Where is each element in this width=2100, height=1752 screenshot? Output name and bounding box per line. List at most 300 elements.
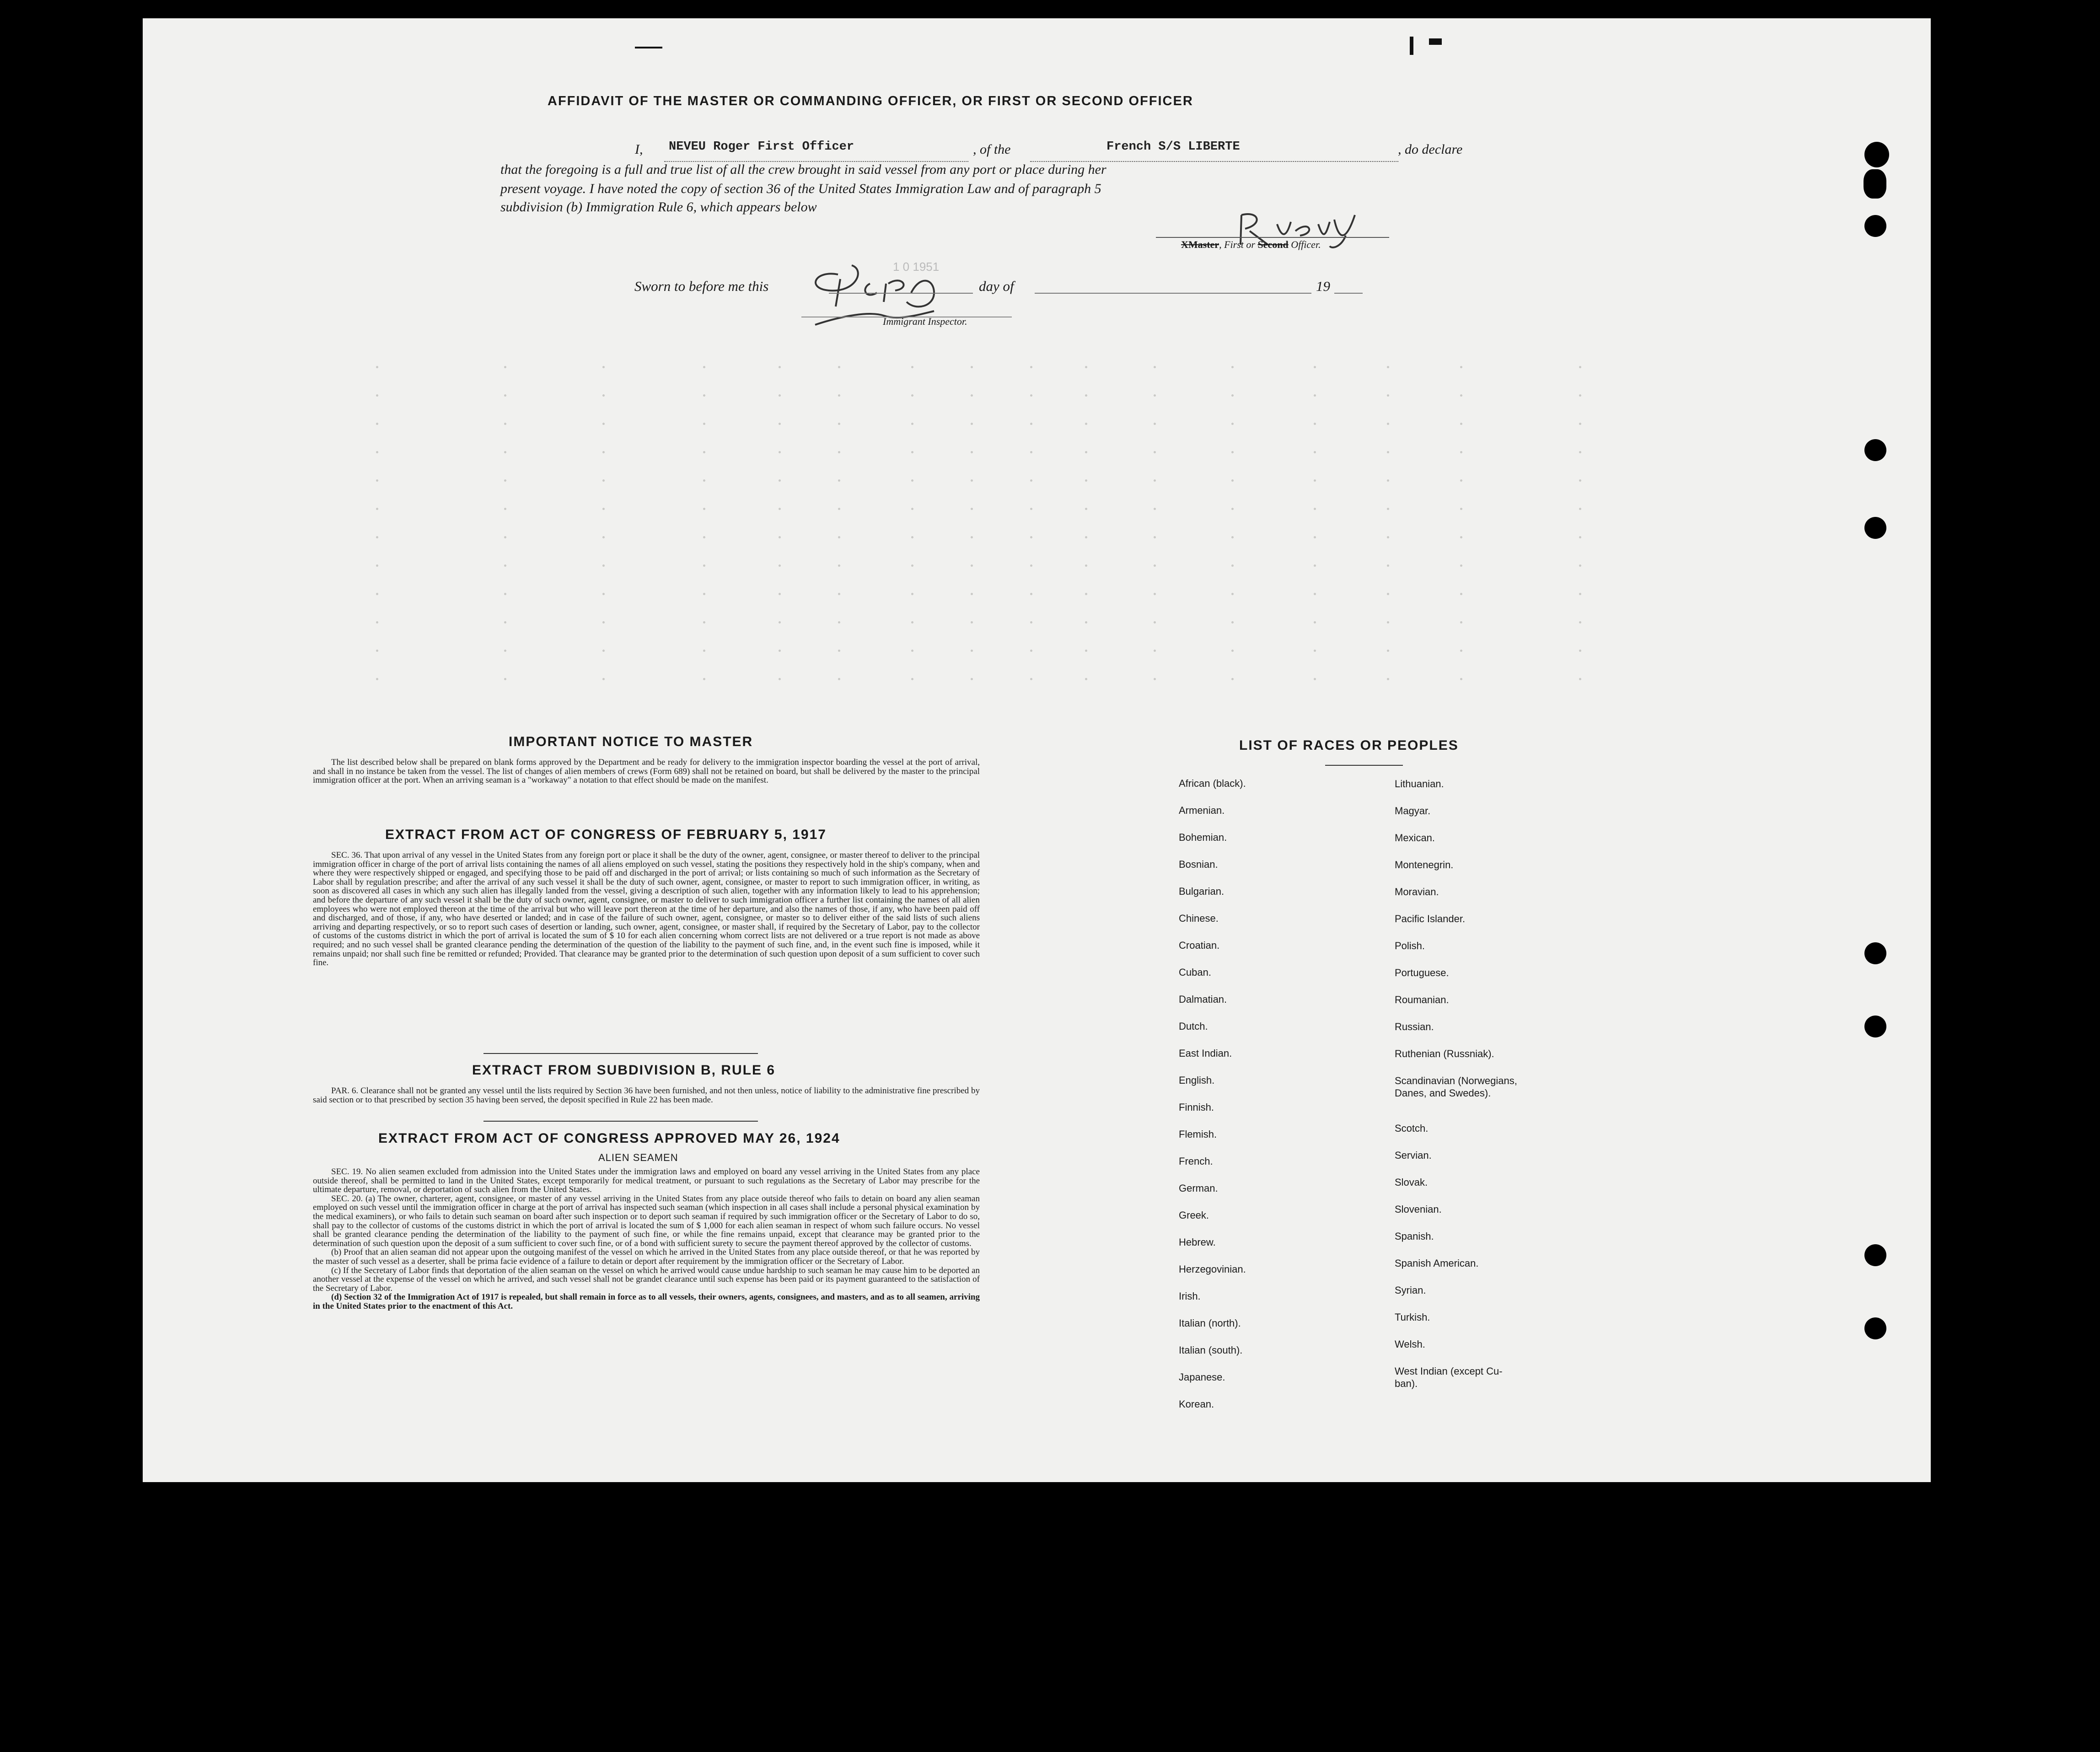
ruling-dot: [703, 536, 705, 538]
races-title-rule: [1325, 765, 1403, 766]
ruling-dot: [1085, 621, 1087, 623]
ruling-dot: [779, 678, 781, 680]
ruling-dot: [1154, 479, 1156, 482]
race-item: Roumanian.: [1395, 994, 1449, 1005]
race-item: Bohemian.: [1179, 832, 1227, 843]
ruling-dot: [1231, 394, 1234, 397]
ruling-dot: [971, 593, 973, 595]
ruling-dot: [602, 508, 605, 510]
ruling-dot: [1085, 394, 1087, 397]
ruling-dot: [1030, 593, 1032, 595]
ruling-dot: [779, 451, 781, 453]
ruling-dot: [504, 650, 506, 652]
ruling-dot: [1460, 479, 1462, 482]
ruling-dot: [703, 564, 705, 567]
ruling-dot: [1579, 451, 1581, 453]
ruling-dot: [1387, 564, 1389, 567]
race-item: Dalmatian.: [1179, 994, 1227, 1005]
race-item: Lithuanian.: [1395, 778, 1444, 790]
ruling-dot: [1314, 423, 1316, 425]
race-item: Welsh.: [1395, 1338, 1425, 1350]
race-item: West Indian (except Cu- ban).: [1395, 1365, 1503, 1389]
ruling-dot: [376, 423, 378, 425]
ruling-dot: [602, 678, 605, 680]
race-item: Spanish American.: [1395, 1258, 1479, 1269]
extract-1924-title: EXTRACT FROM ACT OF CONGRESS APPROVED MAY 26, 1924: [378, 1131, 840, 1146]
ruling-dot: [1154, 621, 1156, 623]
race-item: German.: [1179, 1182, 1218, 1194]
ruling-dot: [1030, 394, 1032, 397]
ruling-dot: [1085, 366, 1087, 368]
race-item: Montenegrin.: [1395, 859, 1454, 871]
ruling-dot: [838, 650, 840, 652]
race-item: Moravian.: [1395, 886, 1439, 897]
punch-hole: [1864, 1244, 1886, 1266]
ruling-dot: [911, 479, 913, 482]
ruling-dot: [1231, 650, 1234, 652]
ruling-dot: [504, 678, 506, 680]
punch-hole: [1864, 517, 1886, 539]
i-label: I,: [635, 142, 643, 157]
ruling-dot: [703, 366, 705, 368]
race-item: Armenian.: [1179, 805, 1225, 816]
extract-1924-body: [313, 1167, 980, 1311]
ruling-dot: [1231, 621, 1234, 623]
ruling-dot: [1579, 593, 1581, 595]
divider: [483, 1121, 758, 1122]
ruling-dot: [1579, 650, 1581, 652]
sec19-label: SEC. 19.: [331, 1167, 363, 1177]
race-item: Hebrew.: [1179, 1236, 1216, 1248]
race-item: Greek.: [1179, 1209, 1209, 1221]
ruling-dot: [971, 650, 973, 652]
race-item: Japanese.: [1179, 1371, 1225, 1383]
ruling-dot: [911, 564, 913, 567]
ruling-dot: [971, 394, 973, 397]
ruling-dot: [1030, 451, 1032, 453]
ruling-dot: [1085, 423, 1087, 425]
ruling-dot: [911, 423, 913, 425]
ruling-dot: [1460, 508, 1462, 510]
of-the-label: , of the: [973, 142, 1011, 157]
affidavit-line1: [491, 142, 1498, 160]
ruling-dot: [1085, 593, 1087, 595]
vessel-name: French S/S LIBERTE: [1106, 140, 1240, 154]
ruling-dot: [1154, 536, 1156, 538]
ruling-dot: [1460, 650, 1462, 652]
par6-label: PAR. 6.: [331, 1086, 359, 1096]
ruling-dot: [1387, 394, 1389, 397]
sec20-label: SEC. 20.: [331, 1193, 363, 1204]
ruling-dot: [376, 536, 378, 538]
punch-hole: [1864, 142, 1889, 167]
ruling-dot: [1460, 423, 1462, 425]
races-title: LIST OF RACES OR PEOPLES: [1239, 738, 1459, 753]
scan-mark: [1429, 38, 1442, 45]
ruling-dot: [1387, 366, 1389, 368]
ruling-dot: [504, 394, 506, 397]
par6-paragraph: [313, 1086, 980, 1104]
ruling-dot: [1231, 423, 1234, 425]
sec19-paragraph: [313, 1167, 980, 1194]
ruling-dot: [602, 650, 605, 652]
ruling-dot: [504, 451, 506, 453]
sec20-text: (a) The owner, charterer, agent, consignee, or master of any vessel arriving in the United States from any place outside thereof who fails to detain on board any alien seaman employed on such vessel until the immigration officer in charge at the port of arrival has inspected such seaman (which inspection in all cases shall include a personal physical examination by the medical examiners), or who fails to detain such seaman on board after such inspection or to deport such seaman if required by such immigration officer or the Secretary of Labor to do so, shall pay to the collector of customs of the customs district in which the port of arrival is located the sum of $ 1,000 for each alien seaman in respect of whom such failure occurs. No vessel shall be granted clearance pending the determination of the liability to the payment of such fine, or while the fine remains unpaid, except that clearance may be granted prior to the determination of such question upon the deposit of a sum sufficient to cover such fine, or of a bond with sufficient surety to secure the payment thereof approved by the collector of customs.: [313, 1193, 980, 1248]
punch-hole: [1864, 1016, 1886, 1037]
ruling-dot: [1387, 593, 1389, 595]
ruling-dot: [376, 621, 378, 623]
ruling-dot: [1579, 508, 1581, 510]
race-item: French.: [1179, 1155, 1213, 1167]
ruling-dot: [1579, 423, 1581, 425]
race-item: Bulgarian.: [1179, 886, 1225, 897]
race-item: African (black).: [1179, 778, 1246, 789]
race-item: Dutch.: [1179, 1021, 1208, 1032]
ruling-dot: [1460, 536, 1462, 538]
race-item: Turkish.: [1395, 1311, 1430, 1323]
affidavit-line2: that the foregoing is a full and true list of all the crew brought in said vessel from any port or place during her: [500, 162, 1106, 177]
ruling-dot: [1231, 678, 1234, 680]
ruling-dot: [971, 451, 973, 453]
ruling-dot: [504, 593, 506, 595]
ruling-dot: [703, 508, 705, 510]
ruling-dot: [1387, 536, 1389, 538]
ruling-dot: [1387, 678, 1389, 680]
year-prefix: 19: [1316, 278, 1330, 294]
extract-1917-body: [313, 851, 980, 967]
ruling-dot: [376, 366, 378, 368]
ruling-dot: [1314, 451, 1316, 453]
ruling-dot: [703, 678, 705, 680]
race-item: Magyar.: [1395, 805, 1431, 817]
ruling-dot: [376, 479, 378, 482]
race-item: English.: [1179, 1075, 1215, 1086]
ruling-dot: [376, 593, 378, 595]
ruling-dot: [1314, 650, 1316, 652]
do-declare-label: , do declare: [1398, 142, 1463, 157]
race-item: Russian.: [1395, 1021, 1434, 1032]
ruling-dot: [602, 423, 605, 425]
race-item: Herzegovinian.: [1179, 1263, 1246, 1275]
ruling-dot: [376, 451, 378, 453]
ruling-dot: [1154, 508, 1156, 510]
ruling-dot: [602, 536, 605, 538]
ruling-dot: [1030, 479, 1032, 482]
ruling-dot: [911, 366, 913, 368]
punch-hole: [1864, 169, 1886, 199]
ruling-dot: [1231, 366, 1234, 368]
ruling-dot: [1030, 366, 1032, 368]
ruling-dot: [1314, 479, 1316, 482]
ruling-dot: [911, 621, 913, 623]
struck-master: XMaster: [1181, 239, 1219, 250]
ruling-dot: [1387, 621, 1389, 623]
ruling-dot: [504, 621, 506, 623]
ruling-dot: [1231, 593, 1234, 595]
sworn-day-line: [829, 293, 973, 294]
ruling-dot: [1231, 479, 1234, 482]
ruling-dot: [1314, 678, 1316, 680]
ruling-dot: [1085, 536, 1087, 538]
race-item: Bosnian.: [1179, 859, 1218, 870]
race-item: Italian (north).: [1179, 1317, 1241, 1329]
ruling-dot: [1579, 366, 1581, 368]
scan-mark: [1410, 37, 1413, 55]
ruling-dot: [779, 593, 781, 595]
officer-signature-line: [1156, 237, 1389, 238]
ruling-dot: [703, 451, 705, 453]
ruling-dot: [779, 536, 781, 538]
race-item: Finnish.: [1179, 1102, 1214, 1113]
caption-end: Officer.: [1288, 239, 1321, 250]
ruling-dot: [838, 394, 840, 397]
ruling-dot: [971, 536, 973, 538]
ruling-dot: [1314, 621, 1316, 623]
ruling-dot: [1579, 564, 1581, 567]
date-stamp: 1 0 1951: [893, 260, 940, 274]
par6-text: Clearance shall not be granted any vessel until the lists required by Section 36 have been furnished, and not then unless, notice of liability to the administrative fine prescribed by said section or to that prescribed by section 35 having been served, the deposit specified in Rule 22 has been made.: [313, 1086, 980, 1105]
ruling-dot: [703, 479, 705, 482]
ruling-dot: [376, 564, 378, 567]
affidavit-line4: subdivision (b) Immigration Rule 6, which appears below: [500, 199, 817, 215]
sworn-label: Sworn to before me this: [634, 278, 769, 294]
ruling-dot: [838, 508, 840, 510]
ruling-dot: [911, 593, 913, 595]
race-item: Croatian.: [1179, 940, 1220, 951]
ruling-dot: [911, 678, 913, 680]
ruling-dot: [1314, 366, 1316, 368]
punch-hole: [1864, 1317, 1886, 1339]
ruling-dot: [1085, 479, 1087, 482]
ruling-dot: [779, 650, 781, 652]
ruling-dot: [1387, 451, 1389, 453]
ruling-dot: [911, 394, 913, 397]
ruling-dot: [779, 621, 781, 623]
race-item: Italian (south).: [1179, 1344, 1243, 1356]
ruling-dot: [971, 508, 973, 510]
ruling-dot: [1387, 650, 1389, 652]
ruling-dot: [838, 366, 840, 368]
ruling-dot: [838, 423, 840, 425]
ruling-dot: [1460, 366, 1462, 368]
ruling-dot: [911, 536, 913, 538]
race-item: Spanish.: [1395, 1231, 1434, 1242]
ruling-dot: [1030, 508, 1032, 510]
ruling-dot: [602, 479, 605, 482]
ruling-dot: [703, 394, 705, 397]
ruling-dot: [602, 564, 605, 567]
sec36-paragraph: [313, 851, 980, 967]
ruling-dot: [1154, 451, 1156, 453]
ruling-dot: [1154, 366, 1156, 368]
ruling-dot: [1314, 564, 1316, 567]
ruling-dot: [602, 621, 605, 623]
ruling-dot: [779, 394, 781, 397]
ruling-dot: [504, 366, 506, 368]
punch-hole: [1864, 439, 1886, 461]
race-item: Irish.: [1179, 1290, 1201, 1302]
race-item: Cuban.: [1179, 967, 1211, 978]
ruling-dot: [971, 678, 973, 680]
race-item: Flemish.: [1179, 1129, 1217, 1140]
ruling-dot: [1085, 650, 1087, 652]
ruling-dot: [1231, 451, 1234, 453]
ruling-dot: [1154, 678, 1156, 680]
sec20d-paragraph: (d) Section 32 of the Immigration Act of 1917 is repealed, but shall remain in force as to all vessels, their owners, agents, consignees, and masters, and as to all seamen, arriving in the United States prior to the enactment of this Act.: [313, 1292, 980, 1311]
race-item: Slovak.: [1395, 1177, 1428, 1188]
ruling-dot: [504, 423, 506, 425]
punch-hole: [1864, 215, 1886, 237]
sec20-paragraph: [313, 1194, 980, 1248]
ruling-dot: [376, 508, 378, 510]
ruling-dot: [1030, 678, 1032, 680]
divider: [483, 1053, 758, 1054]
ruling-dot: [779, 508, 781, 510]
ruling-dot: [1154, 650, 1156, 652]
ruling-dot: [838, 621, 840, 623]
race-item: Servian.: [1395, 1150, 1432, 1161]
ruling-dot: [602, 394, 605, 397]
race-item: Korean.: [1179, 1398, 1214, 1410]
subdivision-body: [313, 1086, 980, 1104]
ruling-dot: [1030, 650, 1032, 652]
punch-hole: [1864, 942, 1886, 964]
day-of-label: day of: [979, 278, 1014, 294]
ruling-dot: [1579, 394, 1581, 397]
scan-mark: [635, 47, 662, 48]
ruling-dot: [838, 451, 840, 453]
race-item: Syrian.: [1395, 1284, 1426, 1296]
struck-second: Second: [1257, 239, 1289, 250]
ruling-dot: [971, 564, 973, 567]
ruling-dot: [1579, 536, 1581, 538]
ruling-dot: [602, 451, 605, 453]
ruling-dot: [1085, 451, 1087, 453]
ruling-dot: [504, 536, 506, 538]
ruling-dot: [1231, 536, 1234, 538]
ruling-dot: [971, 423, 973, 425]
officer-name: NEVEU Roger First Officer: [669, 140, 854, 154]
notice-body: [313, 758, 980, 785]
ruling-dot: [602, 593, 605, 595]
ruling-dot: [376, 394, 378, 397]
ruling-dot: [779, 564, 781, 567]
ruling-dot: [971, 621, 973, 623]
ruling-dot: [911, 451, 913, 453]
ruling-dot: [1579, 621, 1581, 623]
ruling-dot: [1460, 451, 1462, 453]
ruling-dot: [504, 479, 506, 482]
ruling-dot: [1085, 508, 1087, 510]
ruling-dot: [1460, 593, 1462, 595]
ruling-dot: [1314, 508, 1316, 510]
inspector-caption: Immigrant Inspector.: [883, 316, 967, 327]
sec36-label: SEC. 36.: [331, 850, 363, 860]
ruling-dot: [1387, 508, 1389, 510]
sec20c-paragraph: (c) If the Secretary of Labor finds that deportation of the alien seaman on the vessel on which he arrived would cause undue hardship to such seaman he may cause him to be deported an another vessel at the expense of the vessel on which he arrived, and such vessel shall not be grandet clearance until such expense has been paid or its payment guaranteed to the satisfaction of the Secretary of Labor.: [313, 1265, 980, 1293]
ruling-dot: [838, 564, 840, 567]
ruling-dot: [1314, 394, 1316, 397]
ruling-dot: [911, 508, 913, 510]
ruling-dot: [1231, 564, 1234, 567]
race-item: Slovenian.: [1395, 1204, 1442, 1215]
ruling-dot: [1460, 678, 1462, 680]
ruling-dot: [1030, 423, 1032, 425]
caption-mid: , First or: [1219, 239, 1258, 250]
ruling-dot: [1579, 678, 1581, 680]
ruling-dot: [1154, 564, 1156, 567]
ruling-dot: [838, 678, 840, 680]
ruling-dot: [1460, 564, 1462, 567]
ruling-dot: [838, 593, 840, 595]
race-item: Chinese.: [1179, 913, 1219, 924]
ruling-dot: [703, 650, 705, 652]
ruling-dot: [1314, 593, 1316, 595]
ruling-dot: [1579, 479, 1581, 482]
race-item: Ruthenian (Russniak).: [1395, 1048, 1494, 1059]
ruling-dot: [1154, 593, 1156, 595]
ruling-dot: [1460, 394, 1462, 397]
ruling-dot: [971, 366, 973, 368]
race-item: East Indian.: [1179, 1048, 1232, 1059]
ruling-dot: [1231, 508, 1234, 510]
race-item: Portuguese.: [1395, 967, 1449, 978]
ruling-dot: [504, 564, 506, 567]
affidavit-line3: present voyage. I have noted the copy of section 36 of the United States Immigration Law and of paragraph 5: [500, 181, 1101, 196]
ruling-dot: [703, 621, 705, 623]
ruling-dot: [602, 366, 605, 368]
ruling-dot: [1387, 423, 1389, 425]
ruling-dot: [703, 423, 705, 425]
ruling-dot: [1154, 394, 1156, 397]
race-item: Polish.: [1395, 940, 1425, 951]
ruling-dot: [1314, 536, 1316, 538]
affidavit-title: AFFIDAVIT OF THE MASTER OR COMMANDING OFFICER, OR FIRST OR SECOND OFFICER: [548, 94, 1193, 108]
ruling-dot: [1154, 423, 1156, 425]
ruling-dot: [376, 650, 378, 652]
ruling-dot: [911, 650, 913, 652]
ruling-dot: [703, 593, 705, 595]
sec19-text: No alien seamen excluded from admission into the United States under the immigration laws and employed on board any vessel arriving in the United States from any place outside thereof, shall be permitted to land in the United States, except temporarily for medical treatment, or pursuant to such regulations as the Secretary of Labor may prescribe for the ultimate departure, removal, or deportation of such alien from the United States.: [313, 1167, 980, 1195]
sworn-month-line: [1035, 293, 1311, 294]
ruling-dot: [1460, 621, 1462, 623]
race-item: Scotch.: [1395, 1123, 1429, 1134]
race-item: Pacific Islander.: [1395, 913, 1466, 924]
notice-title: IMPORTANT NOTICE TO MASTER: [509, 734, 753, 749]
ruling-dot: [779, 366, 781, 368]
ruling-dot: [1085, 678, 1087, 680]
sec20b-paragraph: (b) Proof that an alien seaman did not appear upon the outgoing manifest of the vessel on which he arrived in the United States from any place outside thereof, or that he was reported by the master of such vessel as a deserter, shall be prima facie evidence of a failure to detain or deport after requirement by the immigration officer or the Secretary of Labor.: [313, 1247, 980, 1266]
ruling-dot: [1387, 479, 1389, 482]
document-page: [143, 18, 1931, 1482]
alien-seamen-subtitle: ALIEN SEAMEN: [598, 1152, 678, 1163]
ruling-dot: [971, 479, 973, 482]
ruling-dot: [1030, 536, 1032, 538]
notice-paragraph: The list described below shall be prepared on blank forms approved by the Department and be ready for delivery to the immigration inspector boarding the vessel at the port of arrival, and shall in no instance be taken from the vessel. The list of changes of alien members of crews (Form 689) shall not be retained on board, but shall be delivered by the master to the principal immigration officer at the port. When an arriving seaman is a "workaway" a notation to that effect should be made on the manifest.: [313, 758, 980, 785]
ruling-dot: [504, 508, 506, 510]
ruling-dot: [779, 479, 781, 482]
ruling-dot: [1030, 564, 1032, 567]
sworn-year-line: [1334, 293, 1363, 294]
ruling-dot: [376, 678, 378, 680]
race-item: Scandinavian (Norwegians, Danes, and Swedes).: [1395, 1075, 1517, 1099]
ruling-dot: [838, 479, 840, 482]
subdivision-title: EXTRACT FROM SUBDIVISION B, RULE 6: [472, 1063, 776, 1078]
extract-1917-title: EXTRACT FROM ACT OF CONGRESS OF FEBRUARY 5, 1917: [385, 827, 827, 842]
race-item: Mexican.: [1395, 832, 1435, 844]
ruling-dot: [838, 536, 840, 538]
sec36-text: That upon arrival of any vessel in the United States from any foreign port or place it shall be the duty of the owner, agent, consignee, or master thereof to deliver to the principal immigration officer in charge of the port of arrival lists containing the names of all aliens employed on such vessel, stating the positions they respectively hold in the ship's company, when and where they were respectively shipped or engaged, and specifying those to be paid off and discharged in the port of arrival; or lists containing so much of such information as the Secretary of Labor shall by regulation prescribe; and after the arrival of any such vessel it shall be the duty of such owner, agent, consignee, or master to report to such immigration officer, in writing, as soon as discovered all cases in which any such alien has illegally landed from the vessel, giving a description of such alien, together with any information likely to lead to his apprehension; and before the departure of any such vessel it shall be the duty of such owner, agent, consignee, or master to deliver to such immigration officer a further list containing the names of all alien employees who were not employed thereon at the time of the arrival but who will leave port thereon at the time of her departure, and also the names of those, if any, who have been paid off and discharged, and of those, if any, who have deserted or landed; and in case of the failure of such owner, agent, consignee, or master so to deliver either of the said lists of such aliens arriving and departing respectively, or so to report such cases of desertion or landing, such owner, agent, consignee, or master shall, if required by the Secretary of Labor, pay to the collector of customs of the customs district in which the port of arrival is located the sum of $ 10 for each alien concerning whom correct lists are not delivered or a true report is not made as above required; and no such vessel shall be granted clearance pending the determination of the question of the liability to the payment of such fine, and, in the event such fine is imposed, while it remains unpaid; nor shall such fine be remitted or refunded; Provided. That clearance may be granted prior to the determination of such question upon deposit of a sum sufficient to cover such fine.: [313, 850, 980, 968]
